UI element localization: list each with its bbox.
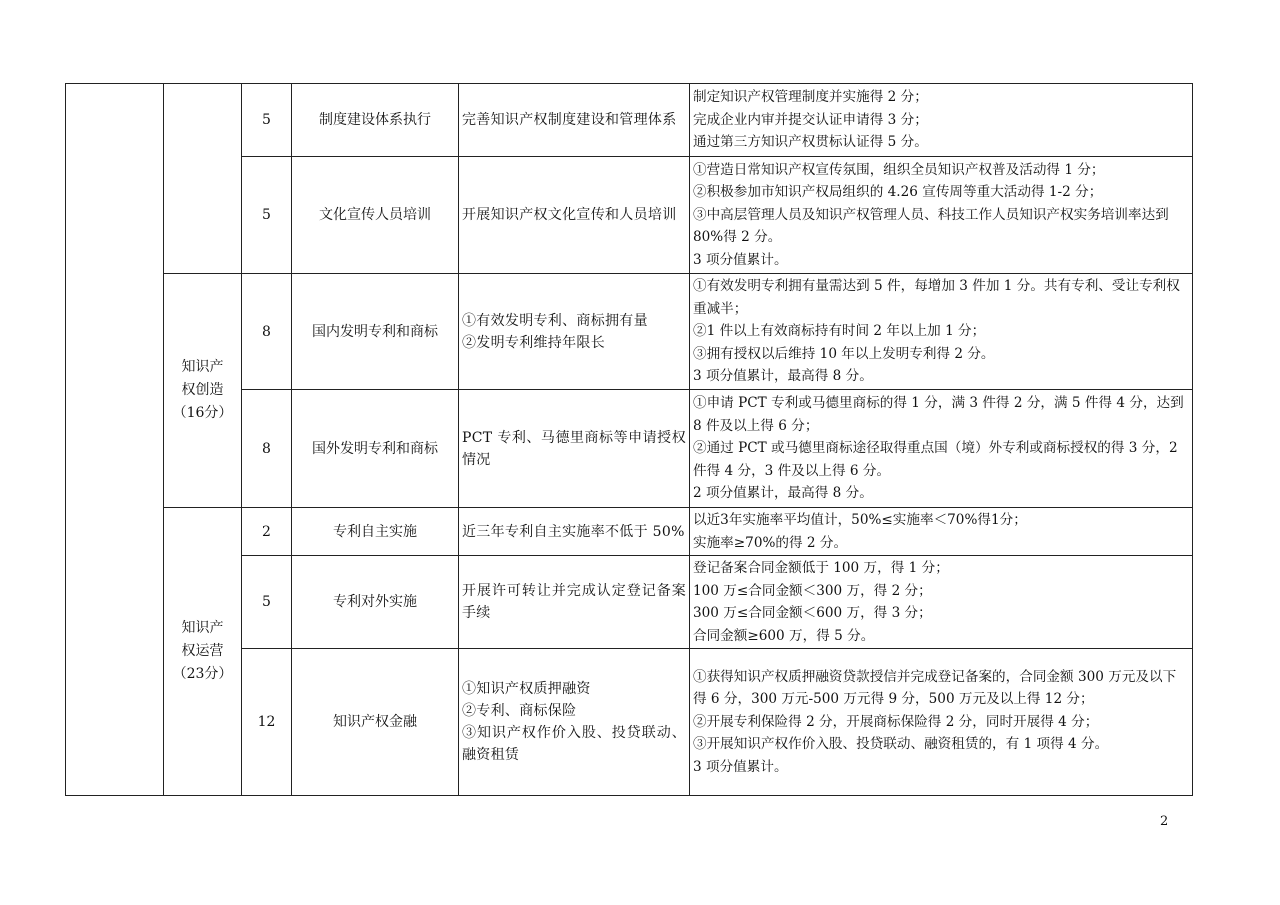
score-cell: 12 <box>242 649 292 796</box>
standard-cell <box>690 157 1193 274</box>
standard-line: ②积极参加市知识产权局组织的 4.26 宣传周等重大活动得 1-2 分； <box>693 184 1103 201</box>
standard-line: 通过第三方知识产权贯标认证得 5 分。 <box>693 134 928 151</box>
score-cell: 5 <box>242 84 292 157</box>
score-cell: 2 <box>242 508 292 556</box>
item-cell: 制度建设体系执行 <box>292 84 459 157</box>
standard-line: ①申请 PCT 专利或马德里商标的得 1 分，满 3 件得 2 分，满 5 件得 4 分，达到 8 件及以上得 6 分； <box>693 395 1184 434</box>
standard-line: 3 项分值累计。 <box>693 251 788 268</box>
requirement-cell <box>459 157 690 274</box>
item-cell: 国内发明专利和商标 <box>292 274 459 390</box>
second-level-category-cell <box>164 84 242 274</box>
standard-line: 以近3年实施率平均值计，50%≤实施率＜70%得1分； <box>693 512 1027 528</box>
requirement-line: ②专利、商标保险 <box>462 703 577 719</box>
standard-line: ③中高层管理人员及知识产权管理人员、科技工作人员知识产权实务培训率达到 80%得 2 分。 <box>693 206 1169 246</box>
standard-cell <box>690 649 1193 796</box>
standard-line: ①有效发明专利拥有量需达到 5 件，每增加 3 件加 1 分。共有专利、受让专利权重减半； <box>693 278 1180 317</box>
table-row <box>66 274 1193 390</box>
standard-line: 3 项分值累计，最高得 8 分。 <box>693 368 873 385</box>
standard-cell <box>690 556 1193 649</box>
requirement-line: 开展知识产权文化宣传和人员培训 <box>462 207 677 223</box>
standard-cell <box>690 84 1193 157</box>
standard-line: ①营造日常知识产权宣传氛围，组织全员知识产权普及活动得 1 分； <box>693 161 1105 178</box>
page-number: 2 <box>1160 814 1169 829</box>
category-ip-operation <box>164 508 242 796</box>
standard-line: 100 万≤合同金额＜300 万，得 2 分； <box>693 582 932 599</box>
requirement-cell <box>459 84 690 157</box>
standard-cell <box>690 274 1193 390</box>
standard-line: 制定知识产权管理制度并实施得 2 分； <box>693 89 928 106</box>
item-cell: 文化宣传人员培训 <box>292 157 459 274</box>
requirement-line: 开展许可转让并完成认定登记备案手续 <box>462 583 686 621</box>
item-cell: 专利对外实施 <box>292 556 459 649</box>
category-label: 权运营 <box>181 643 224 659</box>
category-label: 知识产 <box>181 359 224 375</box>
score-cell: 5 <box>242 157 292 274</box>
requirement-cell <box>459 556 690 649</box>
category-ip-creation <box>164 274 242 508</box>
requirement-line: ③知识产权作价入股、投贷联动、融资租赁 <box>462 725 686 763</box>
standard-line: 实施率≥70%的得 2 分。 <box>693 534 848 551</box>
requirement-cell <box>459 274 690 390</box>
standard-line: 2 项分值累计，最高得 8 分。 <box>693 485 873 502</box>
table-row <box>66 508 1193 556</box>
standard-line: ①获得知识产权质押融资贷款授信并完成登记备案的，合同金额 300 万元及以下得 6 分，300 万元-500 万元得 9 分，500 万元及以上得 12 分； <box>693 668 1177 708</box>
item-cell: 国外发明专利和商标 <box>292 390 459 508</box>
score-cell: 8 <box>242 274 292 390</box>
first-level-category-cell <box>66 84 164 796</box>
requirement-line: ②发明专利维持年限长 <box>462 334 605 351</box>
category-score: （16分） <box>172 405 233 421</box>
requirement-cell <box>459 508 690 556</box>
standard-line: 登记备案合同金额低于 100 万，得 1 分； <box>693 560 949 576</box>
item-cell: 知识产权金融 <box>292 649 459 796</box>
standard-cell <box>690 390 1193 508</box>
score-cell: 8 <box>242 390 292 508</box>
requirement-cell <box>459 390 690 508</box>
category-label: 知识产 <box>181 620 224 636</box>
requirement-line: ①知识产权质押融资 <box>462 681 591 697</box>
standard-line: ②通过 PCT 或马德里商标途径取得重点国（境）外专利或商标授权的得 3 分，2 件得 4 分，3 件及以上得 6 分。 <box>693 440 1178 479</box>
category-score: （23分） <box>172 666 233 682</box>
standard-line: 3 项分值累计。 <box>693 758 788 775</box>
scoring-table <box>65 83 1193 796</box>
requirement-line: PCT 专利、马德里商标等申请授权情况 <box>462 429 686 468</box>
item-cell: 专利自主实施 <box>292 508 459 556</box>
requirement-line: ①有效发明专利、商标拥有量 <box>462 312 648 329</box>
requirement-cell <box>459 649 690 796</box>
requirement-line: 近三年专利自主实施率不低于 50% <box>462 523 685 540</box>
standard-line: ②开展专利保险得 2 分，开展商标保险得 2 分，同时开展得 4 分； <box>693 713 1099 730</box>
category-label: 权创造 <box>181 382 224 398</box>
score-cell: 5 <box>242 556 292 649</box>
standard-line: 合同金额≥600 万，得 5 分。 <box>693 627 875 644</box>
standard-line: ③开展知识产权作价入股、投贷联动、融资租赁的，有 1 项得 4 分。 <box>693 736 1109 753</box>
requirement-line: 完善知识产权制度建设和管理体系 <box>462 112 677 128</box>
standard-line: ③拥有授权以后维持 10 年以上发明专利得 2 分。 <box>693 345 995 362</box>
standard-cell <box>690 508 1193 556</box>
standard-line: 完成企业内审并提交认证申请得 3 分； <box>693 111 928 128</box>
standard-line: ②1 件以上有效商标持有时间 2 年以上加 1 分； <box>693 323 986 340</box>
table-row <box>66 84 1193 157</box>
standard-line: 300 万≤合同金额＜600 万，得 3 分； <box>693 605 932 621</box>
